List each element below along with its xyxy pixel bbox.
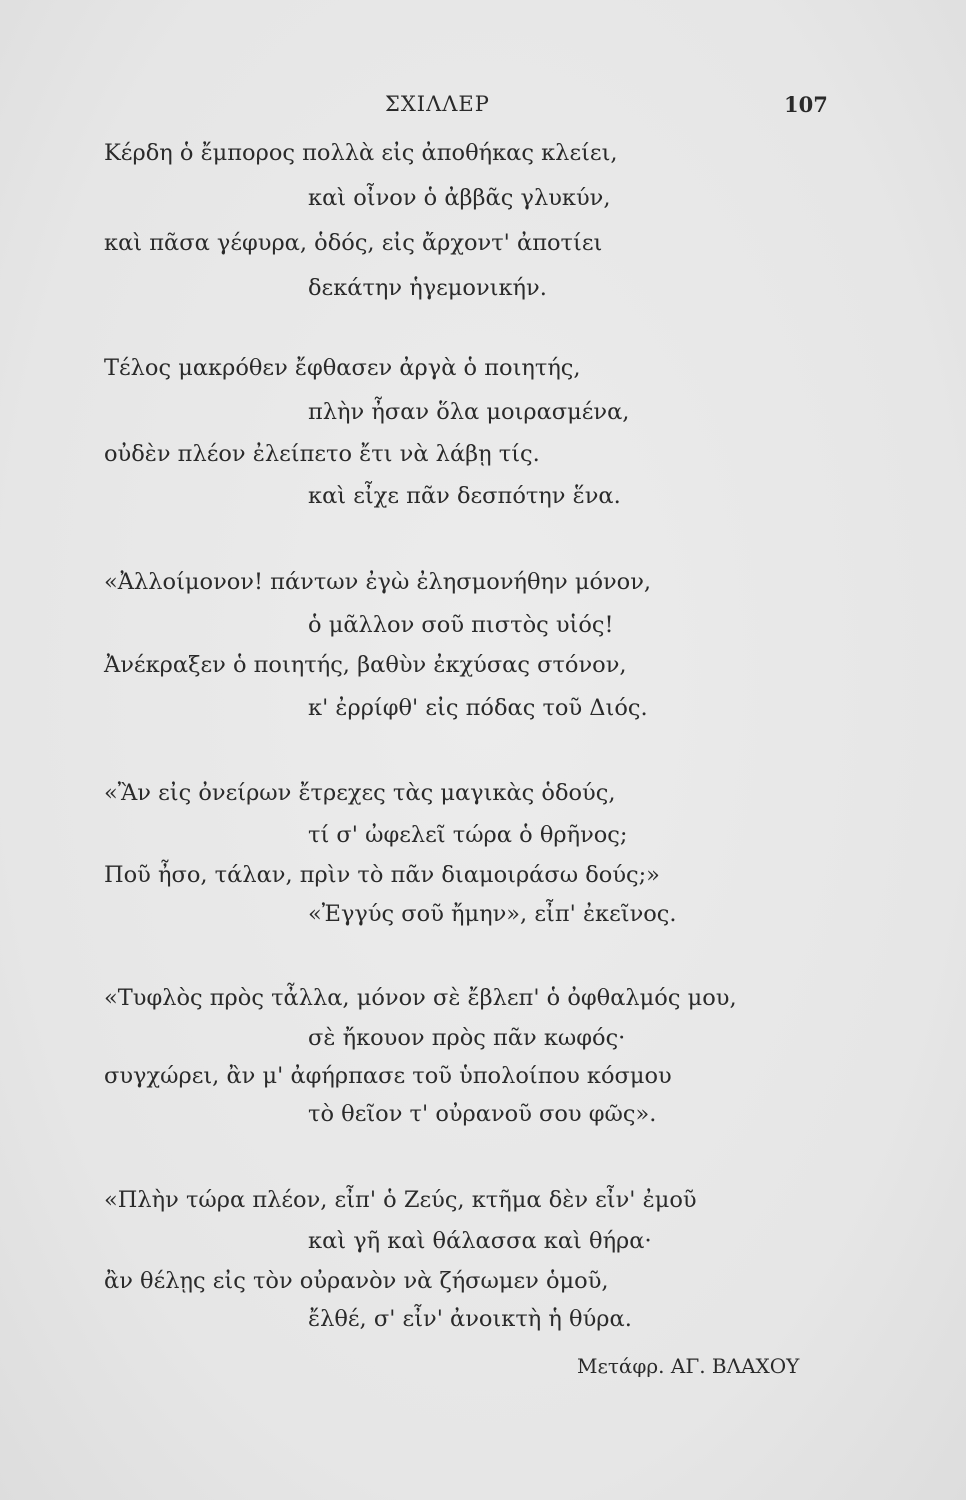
verse-line: καὶ γῆ καὶ θάλασσα καὶ θήρα· — [308, 1228, 652, 1254]
verse-line: ἔλθέ, σ' εἶν' ἀνοικτὴ ἡ θύρα. — [308, 1306, 632, 1332]
verse-line: Ἀνέκραξεν ὁ ποιητής, βαθὺν ἐκχύσας στόνον, — [104, 652, 627, 678]
verse-line: κ' ἐρρίφθ' εἰς πόδας τοῦ Διός. — [308, 695, 648, 721]
verse-line: «Ἂν εἰς ὀνείρων ἔτρεχες τὰς μαγικὰς ὁδούς, — [104, 780, 616, 806]
verse-line: Κέρδη ὁ ἔμπορος πολλὰ εἰς ἀποθήκας κλείει, — [104, 140, 618, 166]
verse-line: καὶ πᾶσα γέφυρα, ὁδός, εἰς ἄρχοντ' ἀποτίει — [104, 230, 603, 256]
running-title: ΣΧΙΛΛΕΡ — [385, 92, 490, 116]
verse-line: σὲ ἤκουον πρὸς πᾶν κωφός· — [308, 1025, 626, 1051]
verse-line: συγχώρει, ἂν μ' ἀφήρπασε τοῦ ὑπολοίπου κόσμου — [104, 1063, 672, 1089]
verse-line: «Ἀλλοίμονον! πάντων ἐγὼ ἐλησμονήθην μόνον, — [104, 569, 652, 595]
verse-line: οὐδὲν πλέον ἐλείπετο ἔτι νὰ λάβῃ τίς. — [104, 441, 540, 467]
verse-line: «Πλὴν τώρα πλέον, εἶπ' ὁ Ζεύς, κτῆμα δὲν εἶν' ἐμοῦ — [104, 1187, 697, 1213]
verse-line: καὶ οἶνον ὁ ἀββᾶς γλυκύν, — [308, 185, 611, 211]
verse-line: καὶ εἶχε πᾶν δεσπότην ἕνα. — [308, 483, 621, 509]
verse-line: «Ἐγγύς σοῦ ἤμην», εἶπ' ἐκεῖνος. — [308, 901, 677, 927]
verse-line: ἂν θέλῃς εἰς τὸν οὐρανὸν νὰ ζήσωμεν ὁμοῦ, — [104, 1268, 609, 1294]
verse-line: τὸ θεῖον τ' οὐρανοῦ σου φῶς». — [308, 1101, 657, 1127]
verse-line: Τέλος μακρόθεν ἔφθασεν ἀργὰ ὁ ποιητής, — [104, 355, 581, 381]
page-number: 107 — [784, 92, 828, 117]
verse-line: δεκάτην ἡγεμονικήν. — [308, 275, 547, 301]
verse-line: «Τυφλὸς πρὸς τἆλλα, μόνον σὲ ἔβλεπ' ὁ ὀφθαλμός μου, — [104, 985, 737, 1011]
translator-signature: Μετάφρ. ΑΓ. ΒΛΑΧΟΥ — [577, 1354, 800, 1378]
running-head — [0, 92, 966, 122]
verse-line: Ποῦ ἦσο, τάλαν, πρὶν τὸ πᾶν διαμοιράσω δούς;» — [104, 862, 660, 888]
verse-line: πλὴν ἦσαν ὅλα μοιρασμένα, — [308, 399, 630, 425]
verse-line: τί σ' ὠφελεῖ τώρα ὁ θρῆνος; — [308, 822, 628, 848]
verse-line: ὁ μᾶλλον σοῦ πιστὸς υἱός! — [308, 612, 614, 638]
